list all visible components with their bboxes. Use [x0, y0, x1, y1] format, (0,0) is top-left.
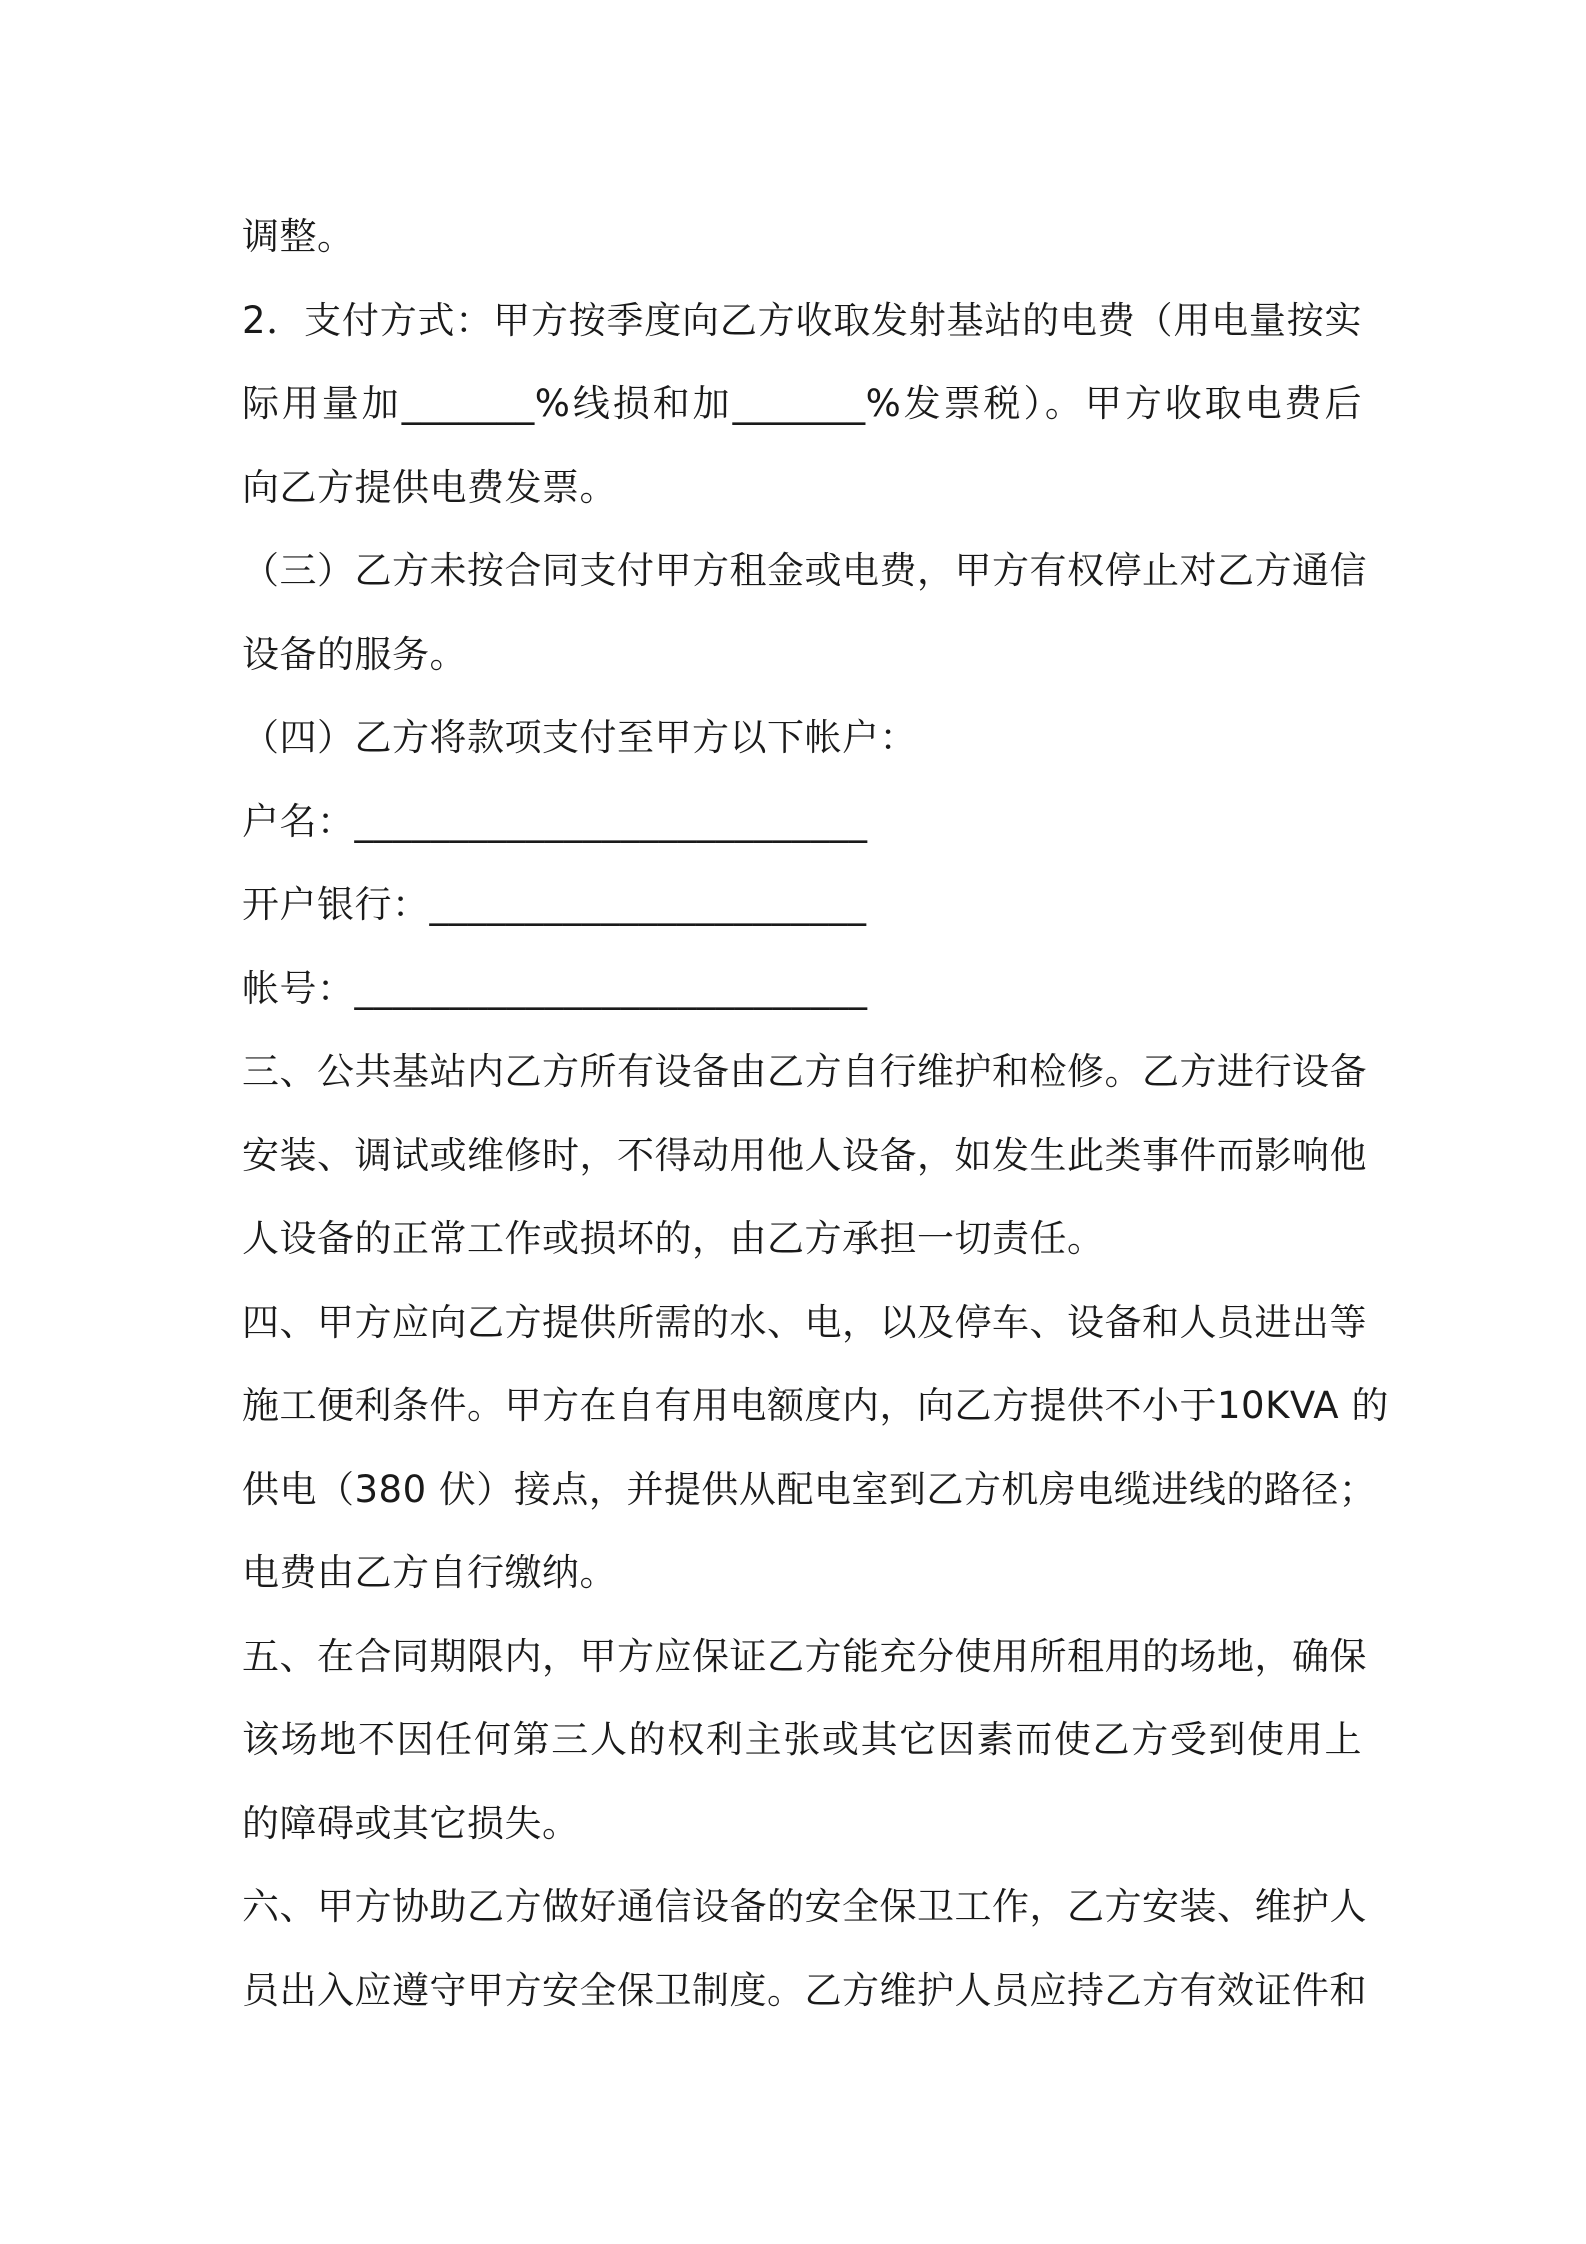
text-line: 三、公共基站内乙方所有设备由乙方自行维护和检修。乙方进行设备 — [242, 1050, 1367, 1093]
text-line: 五、在合同期限内，甲方应保证乙方能充分使用所租用的场地，确保 — [242, 1634, 1367, 1678]
account-name-field: 户名：___________________________ — [242, 799, 868, 843]
text-line: 电费由乙方自行缴纳。 — [242, 1551, 617, 1594]
bank-name-field: 开户银行：_______________________ — [242, 883, 867, 926]
account-number-field: 帐号：___________________________ — [242, 966, 868, 1010]
text-line: 的障碍或其它损失。 — [242, 1801, 580, 1845]
text-line: 2．支付方式：甲方按季度向乙方收取发射基站的电费（用电量按实 — [242, 298, 1362, 342]
text-line: 该场地不因任何第三人的权利主张或其它因素而使乙方受到使用上 — [242, 1718, 1362, 1761]
text-line: 际用量加_______%线损和加_______%发票税）。甲方收取电费后 — [242, 382, 1362, 425]
document-body — [242, 195, 1389, 2032]
text-line: （四）乙方将款项支付至甲方以下帐户： — [242, 716, 917, 759]
text-line: 调整。 — [242, 215, 355, 258]
text-line: 员出入应遵守甲方安全保卫制度。乙方维护人员应持乙方有效证件和 — [242, 1968, 1367, 2012]
text-line: 四、甲方应向乙方提供所需的水、电，以及停车、设备和人员进出等 — [242, 1300, 1367, 1344]
text-line: 向乙方提供电费发票。 — [242, 465, 617, 509]
text-line: 施工便利条件。甲方在自有用电额度内，向乙方提供不小于10KVA 的 — [242, 1384, 1389, 1427]
text-line: 六、甲方协助乙方做好通信设备的安全保卫工作，乙方安装、维护人 — [242, 1885, 1367, 1928]
text-line: （三）乙方未按合同支付甲方租金或电费，甲方有权停止对乙方通信 — [242, 549, 1367, 592]
text-line: 供电（380 伏）接点，并提供从配电室到乙方机房电缆进线的路径； — [242, 1467, 1377, 1511]
text-line: 设备的服务。 — [242, 632, 467, 676]
text-line: 安装、调试或维修时，不得动用他人设备，如发生此类事件而影响他 — [242, 1133, 1367, 1177]
text-line: 人设备的正常工作或损坏的，由乙方承担一切责任。 — [242, 1217, 1105, 1260]
